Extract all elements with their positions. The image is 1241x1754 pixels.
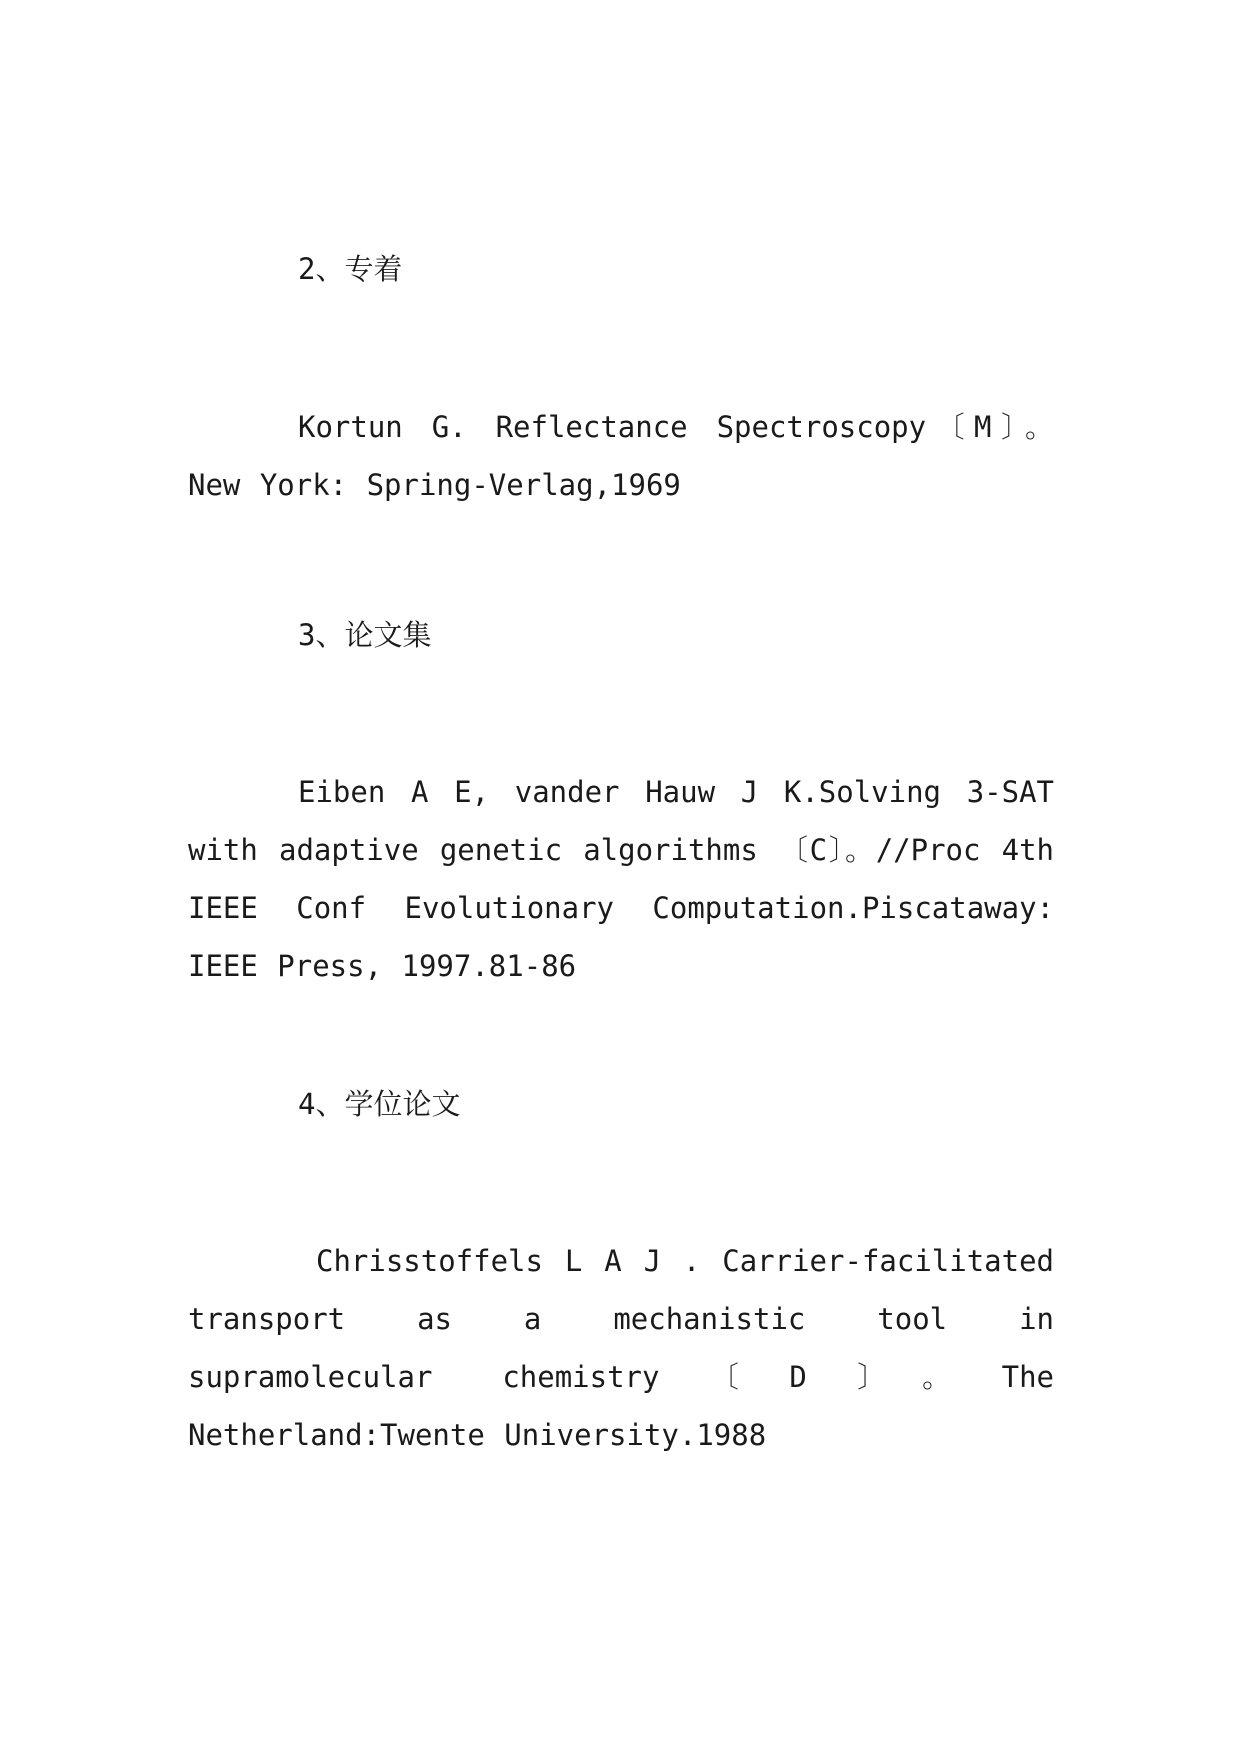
section-heading-proceedings: 3、论文集 xyxy=(298,618,432,652)
reference-monograph: Kortun G. Reflectance Spectroscopy〔M〕。 New York: Spring-Verlag,1969 xyxy=(188,410,1054,502)
reference-dissertation: Chrisstoffels L A J . Carrier-facilitated transport as a mechanistic tool in supramolecular chemistry〔D〕。The Netherland:Twente University.1988 xyxy=(188,1244,1054,1452)
section-heading-dissertation: 4、学位论文 xyxy=(298,1087,461,1121)
reference-proceedings: Eiben A E, vander Hauw J K.Solving 3-SAT with adaptive genetic algorithms 〔C〕。//Proc 4th IEEE Conf Evolutionary Computation.Piscataway: IEEE Press, 1997.81-86 xyxy=(188,775,1054,983)
section-heading-monographs: 2、专着 xyxy=(298,252,403,286)
